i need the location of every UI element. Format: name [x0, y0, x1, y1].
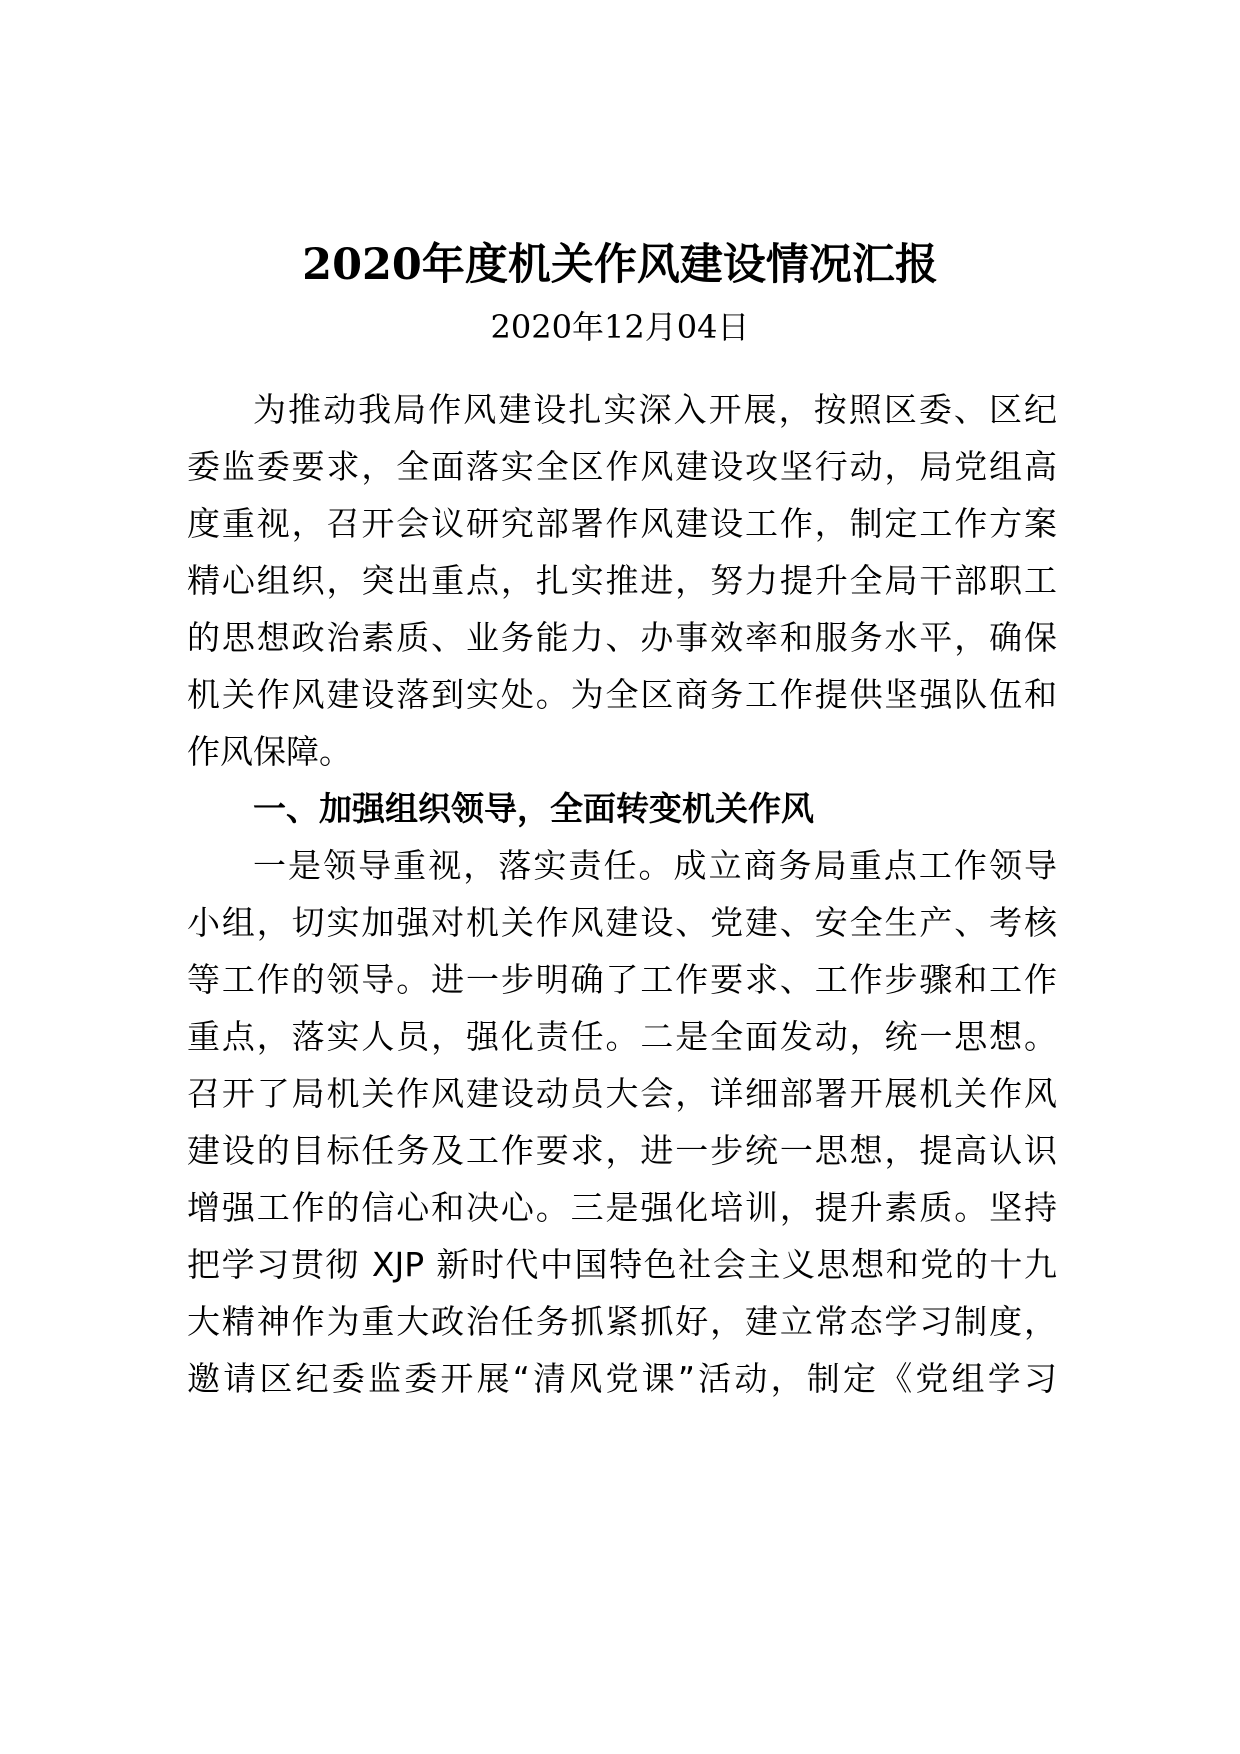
- paragraph-line: 邀请区纪委监委开展“清风党课”活动，制定《党组学习: [187, 1359, 1057, 1398]
- paragraph-line: 委监委要求，全面落实全区作风建设攻坚行动，局党组高: [187, 447, 1057, 486]
- paragraph-line: 召开了局机关作风建设动员大会，详细部署开展机关作风: [187, 1074, 1057, 1113]
- paragraph-line: 小组，切实加强对机关作风建设、党建、安全生产、考核: [187, 903, 1057, 942]
- paragraph-line: 增强工作的信心和决心。三是强化培训，提升素质。坚持: [187, 1188, 1057, 1227]
- document-date: 2020年12月04日: [490, 308, 750, 346]
- paragraph-line: 度重视，召开会议研究部署作风建设工作，制定工作方案: [187, 504, 1057, 543]
- paragraph-line: 作风保障。: [187, 732, 352, 771]
- paragraph-line: 精心组织，突出重点，扎实推进，努力提升全局干部职工: [187, 561, 1057, 600]
- paragraph-line: 的思想政治素质、业务能力、办事效率和服务水平，确保: [187, 618, 1057, 657]
- section-heading: 一、加强组织领导，全面转变机关作风: [253, 789, 814, 828]
- paragraph-line: 把学习贯彻 XJP 新时代中国特色社会主义思想和党的十九: [187, 1245, 1057, 1284]
- document-title: 2020年度机关作风建设情况汇报: [302, 240, 938, 290]
- paragraph-line: 大精神作为重大政治任务抓紧抓好，建立常态学习制度，: [187, 1302, 1057, 1341]
- paragraph-line: 一是领导重视，落实责任。成立商务局重点工作领导: [253, 846, 1057, 885]
- paragraph-line: 建设的目标任务及工作要求，进一步统一思想，提高认识: [187, 1131, 1057, 1170]
- paragraph-line: 为推动我局作风建设扎实深入开展，按照区委、区纪: [253, 390, 1057, 429]
- paragraph-line: 等工作的领导。进一步明确了工作要求、工作步骤和工作: [187, 960, 1057, 999]
- paragraph-line: 机关作风建设落到实处。为全区商务工作提供坚强队伍和: [187, 675, 1057, 714]
- paragraph-line: 重点，落实人员，强化责任。二是全面发动，统一思想。: [187, 1017, 1057, 1056]
